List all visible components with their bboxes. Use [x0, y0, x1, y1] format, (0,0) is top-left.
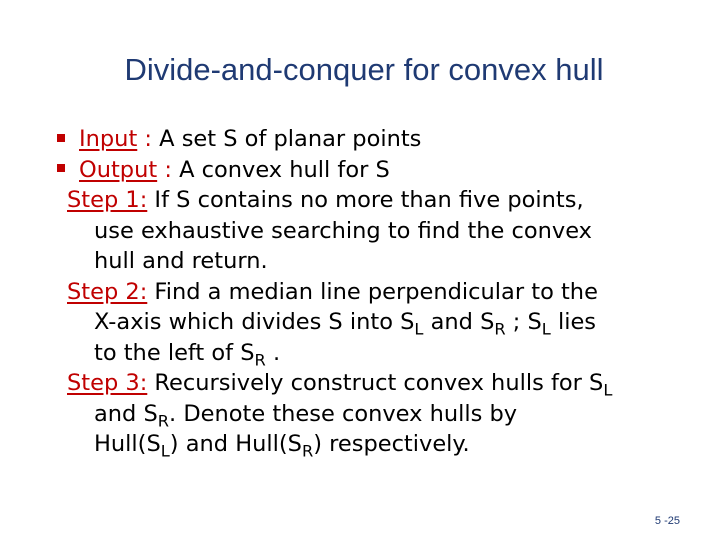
- step3-text-d: Hull(S: [94, 431, 161, 457]
- step2-line1: [67, 277, 707, 308]
- step2-text-d: lies: [550, 309, 597, 335]
- step3-label: Step 3:: [67, 370, 148, 396]
- subscript-r: R: [494, 319, 506, 339]
- step2-text-f: .: [265, 339, 281, 366]
- output-separator: :: [157, 156, 180, 183]
- step3-line1: [67, 368, 707, 399]
- step1-line2: use exhaustive searching to find the convex: [94, 217, 592, 244]
- step2-text-c: ; S: [505, 309, 542, 335]
- square-bullet-icon: [57, 134, 65, 142]
- input-separator: :: [137, 126, 160, 152]
- step1-line1: [67, 185, 707, 216]
- step3-text-e: ) and Hull(S: [169, 431, 302, 457]
- step2-label: Step 2:: [67, 278, 148, 305]
- output-text: A convex hull for S: [179, 156, 390, 183]
- square-bullet-icon: [57, 164, 65, 172]
- step2-text-b: and S: [423, 309, 495, 335]
- input-label: Input: [79, 126, 138, 152]
- subscript-r: R: [301, 441, 314, 461]
- subscript-r: R: [254, 350, 266, 370]
- subscript-l: L: [160, 441, 170, 461]
- step2-line3: [67, 338, 707, 369]
- step3-line2: [67, 399, 707, 430]
- input-text: A set S of planar points: [159, 126, 422, 152]
- step3-text-b: and S: [94, 400, 158, 427]
- bullet-output: [57, 155, 707, 186]
- slide-title: Divide-and-conquer for convex hull: [124, 52, 604, 87]
- slide-body: [67, 124, 707, 460]
- step1-line3: hull and return.: [94, 248, 268, 274]
- step3-text-c: . Denote these convex hulls by: [169, 400, 518, 427]
- step1-text: If S contains no more than five points,: [147, 187, 584, 213]
- step2-text-a: X-axis which divides S into S: [94, 309, 415, 335]
- step3-text-f: ) respectively.: [313, 431, 470, 457]
- step2-text: Find a median line perpendicular to the: [147, 278, 598, 305]
- subscript-l: L: [603, 380, 613, 400]
- subscript-l: L: [414, 319, 424, 339]
- step2-text-e: to the left of S: [94, 339, 255, 366]
- step2-line2: [67, 307, 707, 338]
- subscript-l: L: [541, 319, 551, 339]
- step3-line3: [67, 429, 707, 460]
- step1-label: Step 1:: [67, 187, 148, 213]
- page-number: 5 -25: [654, 515, 680, 527]
- subscript-r: R: [157, 411, 170, 431]
- step3-text-a: Recursively construct convex hulls for S: [147, 370, 604, 396]
- output-label: Output: [79, 156, 158, 183]
- bullet-input: [57, 124, 707, 155]
